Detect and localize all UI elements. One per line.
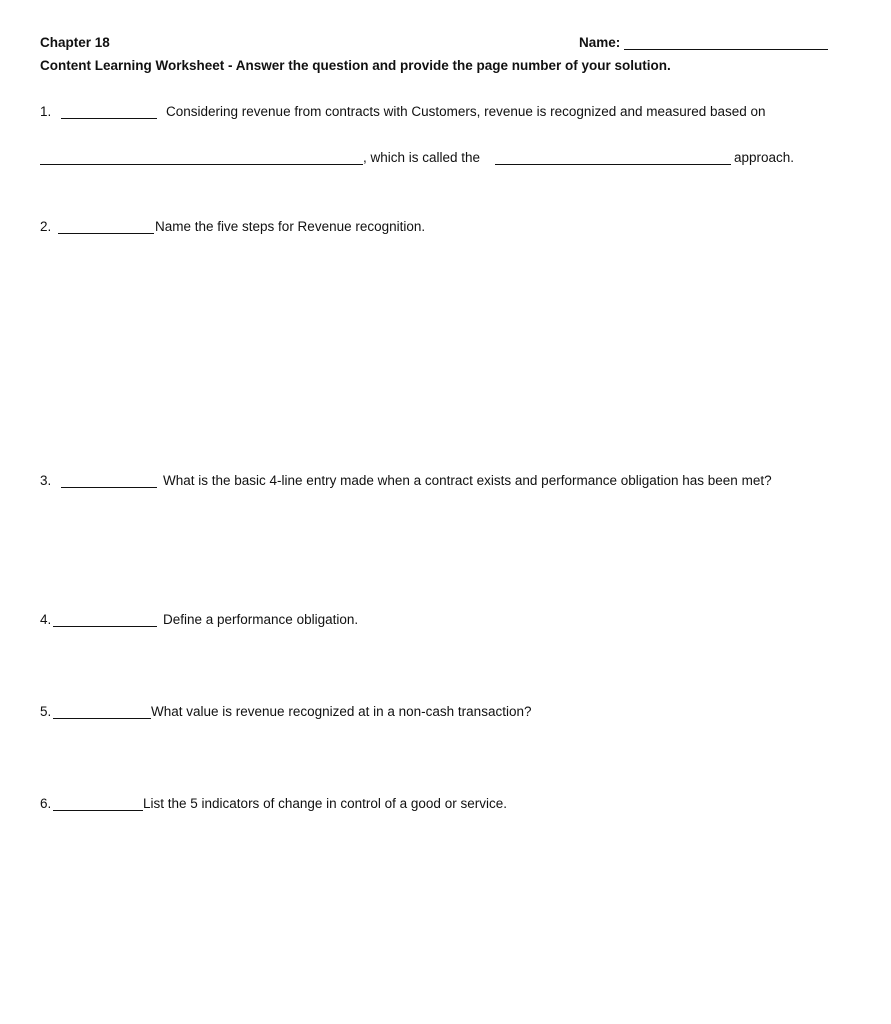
name-blank[interactable] — [624, 49, 828, 50]
question-2-number: 2. — [40, 219, 52, 234]
question-1-text: Considering revenue from contracts with Customers, revenue is recognized and measured based on — [166, 104, 766, 119]
question-3-page-blank[interactable] — [61, 487, 157, 488]
question-3-text: What is the basic 4-line entry made when a contract exists and performance obligation has been met? — [163, 473, 772, 488]
question-6-page-blank[interactable] — [53, 810, 143, 811]
question-4-page-blank[interactable] — [53, 626, 157, 627]
question-5-page-blank[interactable] — [53, 718, 151, 719]
question-4-text: Define a performance obligation. — [163, 612, 359, 627]
question-2-page-blank[interactable] — [58, 233, 154, 234]
chapter-title: Chapter 18 — [40, 35, 110, 50]
worksheet-subtitle: Content Learning Worksheet - Answer the question and provide the page number of your solution. — [40, 58, 671, 73]
question-6-number: 6. — [40, 796, 52, 811]
question-1-continuation-mid: , which is called the — [363, 150, 481, 165]
question-1-number: 1. — [40, 104, 52, 119]
question-1-answer-blank-2[interactable] — [495, 164, 731, 165]
name-label: Name: — [579, 35, 621, 50]
question-1-page-blank[interactable] — [61, 118, 157, 119]
question-1-continuation-end: approach. — [734, 150, 795, 165]
question-5-text: What value is revenue recognized at in a non-cash transaction? — [151, 704, 532, 719]
question-3-number: 3. — [40, 473, 52, 488]
question-5-number: 5. — [40, 704, 52, 719]
question-2-text: Name the five steps for Revenue recognition. — [155, 219, 426, 234]
question-4-number: 4. — [40, 612, 52, 627]
question-6-text: List the 5 indicators of change in control of a good or service. — [143, 796, 507, 811]
question-1-answer-blank-1[interactable] — [40, 164, 363, 165]
